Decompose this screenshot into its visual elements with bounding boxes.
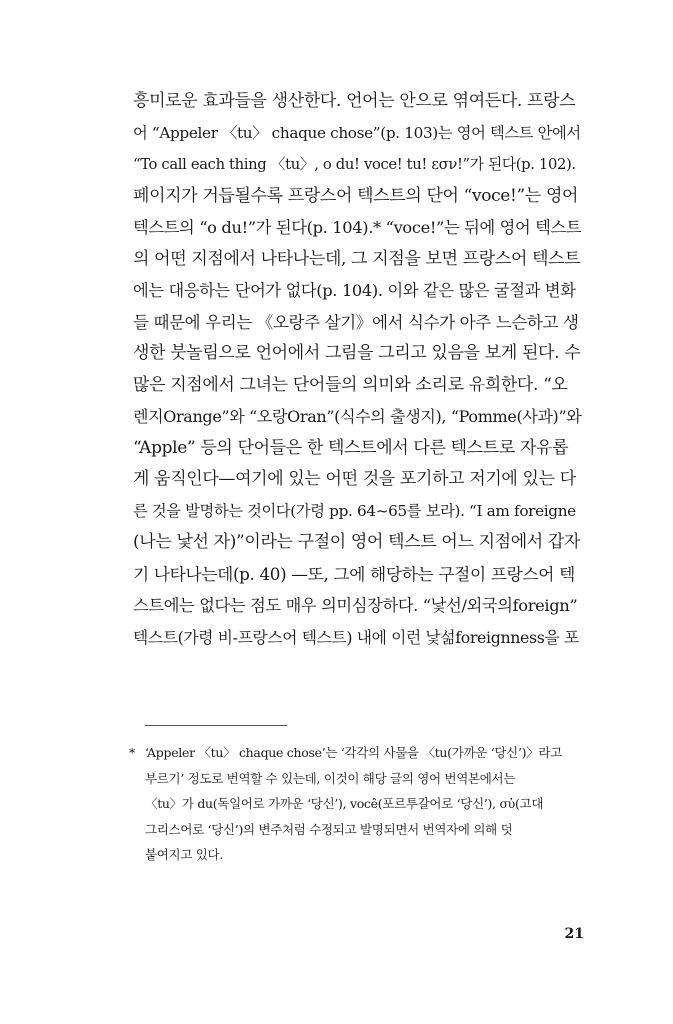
footnote-marker: * bbox=[129, 745, 135, 760]
footnote bbox=[129, 740, 585, 868]
footnote-line: 부르기’ 정도로 번역할 수 있는데, 이것이 해당 글의 영어 번역본에서는 bbox=[145, 770, 516, 786]
footnote-first-line bbox=[129, 740, 585, 766]
body-line: 의 어떤 지점에서 나타나는데, 그 지점을 보면 프랑스어 텍스트 bbox=[133, 248, 581, 269]
body-line: 많은 지점에서 그녀는 단어들의 의미와 소리로 유희한다. “오 bbox=[133, 374, 568, 395]
body-line: (나는 낯선 자)”이라는 구절이 영어 텍스트 어느 지점에서 갑자 bbox=[133, 532, 581, 552]
footnote-line: 붙여지고 있다. bbox=[145, 847, 223, 862]
body-line: 페이지가 거듭될수록 프랑스어 텍스트의 단어 “voce!”는 영어 bbox=[133, 185, 579, 206]
body-line: 어 “Appeler 〈tu〉 chaque chose”(p. 103)는 영어 텍스트 안에서 bbox=[133, 123, 581, 142]
body-line: 른 것을 발명하는 것이다(가령 pp. 64~65를 보라). “I am foreigne bbox=[133, 501, 576, 520]
body-line: 에는 대응하는 단어가 없다(p. 104). 이와 같은 많은 굴절과 변화 bbox=[133, 281, 576, 300]
body-line: 들 때문에 우리는 《오랑주 살기》에서 식수가 아주 느슨하고 생 bbox=[133, 312, 579, 332]
body-line: 흥미로운 효과들을 생산한다. 언어는 안으로 엮여든다. 프랑스 bbox=[133, 91, 576, 111]
body-line: 텍스트(가령 비-프랑스어 텍스트) 내에 이런 낯섦foreignness을 포 bbox=[133, 627, 579, 647]
footnote-line: 〈tu〉가 du(독일어로 가까운 ‘당신’), você(포르투갈어로 ‘당신’), σὐ(고대 bbox=[145, 796, 544, 811]
body-line: 게 움직인다—여기에 있는 어떤 것을 포기하고 저기에 있는 다 bbox=[133, 469, 576, 489]
footnote-line: 그리스어로 ‘당신’)의 변주처럼 수정되고 발명되면서 번역자에 의해 덧 bbox=[145, 821, 513, 837]
page-number: 21 bbox=[564, 926, 584, 942]
footnote-divider bbox=[145, 725, 287, 726]
body-text bbox=[133, 86, 581, 653]
body-line: 텍스트의 “o du!”가 된다(p. 104).* “voce!”는 뒤에 영어 텍스트 bbox=[133, 218, 582, 237]
body-line: 기 나타나는데(p. 40) —또, 그에 해당하는 구절이 프랑스어 텍 bbox=[133, 563, 575, 584]
body-line: 렌지Orange”와 “오랑Oran”(식수의 출생지), “Pomme(사과)”와 bbox=[133, 407, 582, 426]
body-line: 스트에는 없다는 점도 매우 의미심장하다. “낯선/외국의foreign” bbox=[133, 596, 578, 615]
body-line: “Apple” 등의 단어들은 한 텍스트에서 다른 텍스트로 자유롭 bbox=[133, 437, 569, 458]
body-line: “To call each thing 〈tu〉, o du! voce! tu! εσν!”가 된다(p. 102). bbox=[133, 156, 576, 173]
footnote-line: ‘Appeler 〈tu〉 chaque chose’는 ‘각각의 사물을 〈tu(가까운 ‘당신’)〉라고 bbox=[145, 745, 562, 760]
body-line: 생한 붓놀림으로 언어에서 그림을 그리고 있음을 보게 된다. 수 bbox=[133, 343, 581, 363]
